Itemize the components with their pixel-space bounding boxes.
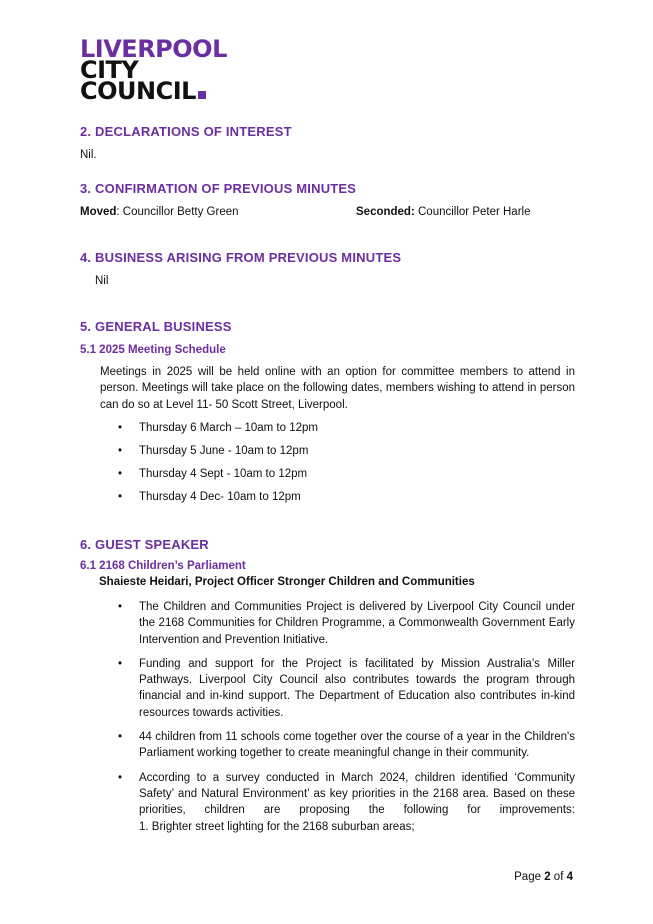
page-label: Page [514, 870, 545, 883]
seconded-label: Seconded: [356, 206, 415, 218]
logo-square-icon [198, 91, 206, 99]
meeting-schedule-paragraph: Meetings in 2025 will be held online with an option for committee members to attend in person. Meetings will take place on the following dates, members wishing to attend in person can do so at Level 11- 50 Scott Street, Liverpool. [100, 366, 575, 411]
meeting-dates-list [100, 420, 575, 512]
moved-label: Moved [80, 206, 117, 218]
logo-council-text: COUNCIL [80, 77, 196, 105]
seconded-value: Councillor Peter Harle [414, 206, 531, 218]
current-page: 2 [544, 870, 551, 883]
list-item: • 44 children from 11 schools come together over the course of a year in the Children's Parliament working together to create meaningful change in their community. [100, 729, 575, 762]
total-pages: 4 [566, 870, 573, 883]
council-logo [80, 35, 227, 105]
page-of: of [550, 870, 567, 883]
list-item: • Thursday 4 Dec- 10am to 12pm [100, 489, 575, 505]
logo-line-council [80, 77, 227, 105]
section-3-heading: 3. CONFIRMATION OF PREVIOUS MINUTES [80, 181, 357, 196]
guest-speaker-points [100, 599, 575, 843]
section-6-1-heading: 6.1 2168 Children’s Parliament [80, 560, 246, 572]
list-item [100, 770, 575, 835]
logo-line-liverpool: LIVERPOOL [80, 35, 227, 63]
list-item: • Thursday 5 June - 10am to 12pm [100, 443, 575, 459]
list-item: • The Children and Communities Project is delivered by Liverpool City Council under the 2168 Communities for Children Programme, a Commonwealth Government Early Intervention and Prevention Initiative. [100, 599, 575, 648]
list-item: • Funding and support for the Project is facilitated by Mission Australia’s Miller Pathways. Liverpool City Council also contributes towards the program through financial and in-kind support. The Department of Education also contributes in-kind resources towards activities. [100, 656, 575, 721]
section-4-heading: 4. BUSINESS ARISING FROM PREVIOUS MINUTES [80, 250, 402, 265]
list-item: • Thursday 6 March – 10am to 12pm [100, 420, 575, 436]
section-4-body: Nil [95, 275, 109, 287]
seconded-line [356, 206, 530, 218]
moved-line [80, 206, 239, 218]
section-5-heading: 5. GENERAL BUSINESS [80, 319, 232, 334]
survey-sub-point: 1. Brighter street lighting for the 2168 suburban areas; [139, 820, 415, 833]
section-5-1-heading: 5.1 2025 Meeting Schedule [80, 344, 226, 356]
speaker-name: Shaieste Heidari, Project Officer Stronger Children and Communities [99, 576, 475, 588]
moved-value: : Councillor Betty Green [116, 206, 239, 218]
section-6-heading: 6. GUEST SPEAKER [80, 537, 209, 552]
section-2-body: Nil. [80, 149, 97, 161]
section-2-heading: 2. DECLARATIONS OF INTEREST [80, 124, 292, 139]
survey-point-text: • According to a survey conducted in March 2024, children identified ‘Community Safety’ and Natural Environment’ as key priorities in the 2168 area. Based on these priorities, children are proposing the following for improvements: [139, 771, 575, 817]
logo-line-city: CITY [80, 56, 139, 84]
list-item: • Thursday 4 Sept - 10am to 12pm [100, 466, 575, 482]
page-number [514, 871, 573, 883]
